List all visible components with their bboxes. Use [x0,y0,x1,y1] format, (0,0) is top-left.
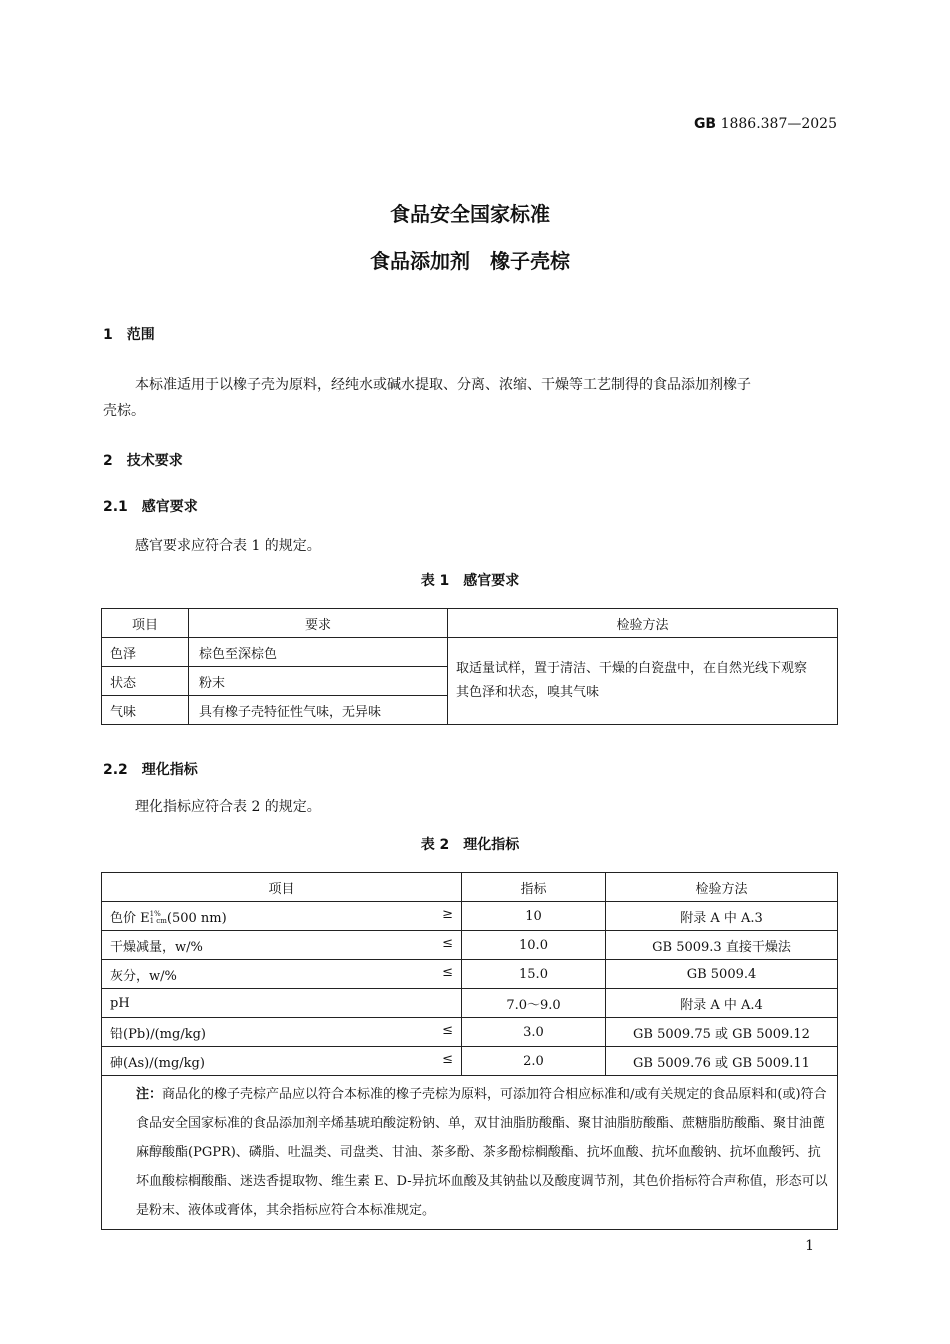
cell-method: GB 5009.75 或 GB 5009.12 [606,1018,838,1047]
table-row [102,1047,838,1076]
standard-number [694,116,837,132]
table-row [102,1018,838,1047]
section-1-para-line2: 壳棕。 [103,403,145,419]
cell-item: 气味 [102,696,189,725]
comparison-symbol: ≤ [442,1022,453,1038]
std-prefix: GB [693,116,717,132]
table1-header: 要求 [189,609,448,638]
section-2-2-para: 理化指标应符合表 2 的规定。 [135,799,321,815]
table-row [102,989,838,1018]
table2-header: 指标 [462,873,606,902]
table-note [102,1076,838,1230]
table2-caption: 表 2 理化指标 [420,837,520,853]
cell-method: 附录 A 中 A.4 [606,989,838,1018]
table-row [102,902,838,931]
item-label: 干燥减量，w/% [110,939,203,955]
cell-value: 7.0～9.0 [462,989,606,1018]
cell-requirement: 具有橡子壳特征性气味，无异味 [189,696,448,725]
section-1-para-line1: 本标准适用于以橡子壳为原料，经纯水或碱水提取、分离、浓缩、干燥等工艺制得的食品添加剂橡子 [135,377,751,393]
cell-value: 15.0 [462,960,606,989]
title-line1: 食品安全国家标准 [390,202,550,226]
method-line1: 取适量试样，置于清洁、干燥的白瓷盘中，在自然光线下观察 [456,661,808,676]
cell-item: 色泽 [102,638,189,667]
table1-caption: 表 1 感官要求 [420,573,520,589]
section-2-2-heading: 2.2 理化指标 [103,762,198,778]
cell-method [448,638,838,725]
comparison-symbol: ≥ [442,906,453,922]
note-text: 商品化的橡子壳棕产品应以符合本标准的橡子壳棕为原料，可添加符合相应标准和/或有关规定的食品原料和(或)符合食品安全国家标准的食品添加剂辛烯基琥珀酸淀粉钠、单，双甘油脂肪酸酯、聚甘油脂肪酸酯、蔗糖脂肪酸酯、聚甘油蓖麻醇酸酯(PGPR)、磷脂、吐温类、司盘类、甘油、茶多酚、茶多酚棕榈酸酯、抗坏血酸、抗坏血酸钠、抗坏血酸钙、抗坏血酸棕榈酸酯、迷迭香提取物、维生素 E、D-异抗坏血酸及其钠盐以及酸度调节剂，其色价指标符合声称值，形态可以是粉末、液体或膏体，其余指标应符合本标准规定。 [136,1087,828,1218]
item-suffix: (500 nm) [166,910,227,926]
item-label: pH [110,995,130,1011]
table-row [102,638,838,667]
comparison-symbol: ≤ [442,935,453,951]
item-sub: 1 cm [149,917,167,925]
cell-value: 10.0 [462,931,606,960]
table-row [102,960,838,989]
cell-item: 状态 [102,667,189,696]
table-sensory [101,608,838,725]
table2-header: 检验方法 [606,873,838,902]
item-label: 砷(As)/(mg/kg) [110,1055,205,1071]
cell-value: 2.0 [462,1047,606,1076]
cell-value: 10 [462,902,606,931]
comparison-symbol: ≤ [442,1051,453,1067]
cell-item [102,931,462,960]
cell-item [102,902,462,931]
method-line2: 其色泽和状态，嗅其气味 [456,685,600,700]
section-2-1-para: 感官要求应符合表 1 的规定。 [135,538,321,554]
cell-item [102,1047,462,1076]
cell-method: GB 5009.4 [606,960,838,989]
section-1-heading: 1 范围 [103,327,155,343]
cell-item [102,1018,462,1047]
cell-method: GB 5009.76 或 GB 5009.11 [606,1047,838,1076]
item-label: 灰分，w/% [110,968,177,984]
table-row [102,931,838,960]
cell-method: 附录 A 中 A.3 [606,902,838,931]
item-prefix: 色价 E [110,910,150,926]
std-number: 1886.387—2025 [720,116,837,132]
table1-header: 检验方法 [448,609,838,638]
cell-requirement: 棕色至深棕色 [189,638,448,667]
cell-value: 3.0 [462,1018,606,1047]
comparison-symbol: ≤ [442,964,453,980]
cell-item [102,960,462,989]
section-2-heading: 2 技术要求 [103,453,183,469]
section-2-1-heading: 2.1 感官要求 [103,499,198,515]
table-physicochemical [101,872,838,1230]
note-label: 注： [136,1087,163,1102]
cell-requirement: 粉末 [189,667,448,696]
title-line2: 食品添加剂 橡子壳棕 [370,249,570,273]
cell-item [102,989,462,1018]
page-number: 1 [805,1238,814,1254]
table2-header: 项目 [102,873,462,902]
cell-method: GB 5009.3 直接干燥法 [606,931,838,960]
table1-header: 项目 [102,609,189,638]
item-sup: 1% [149,910,161,918]
item-label: 铅(Pb)/(mg/kg) [110,1026,206,1042]
